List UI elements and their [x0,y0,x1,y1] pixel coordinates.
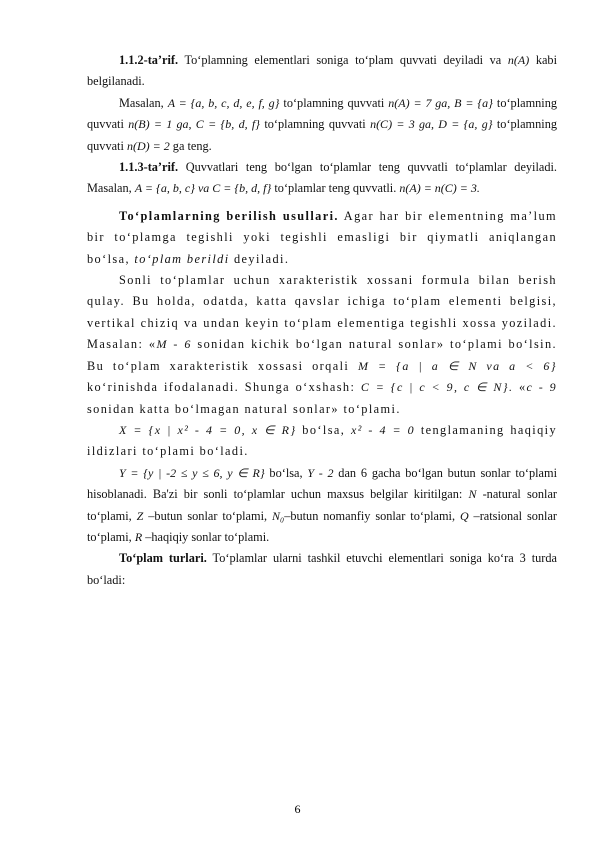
text: –butun nomanfiy sonlar to‘plami, [284,508,460,523]
formula: A = {a, b, c, d, e, f, g} [167,95,280,110]
set-definition-methods-paragraph [87,206,557,270]
text: Masalan, [119,95,168,110]
text: Agar har bir elementning ma’lum bir to‘plamga tegishli yoki tegishli emasligi bir qiymatli aniqlangan bo‘lsa, [87,208,557,266]
page-number: 6 [294,802,301,816]
text: sonidan kichik bo‘lgan natural sonlar» to‘plami bo‘lsin. Bu to‘plam xarakteristik xossasi orqali [87,337,557,373]
text: sonidan katta bo‘lmagan natural sonlar» to‘plami. [87,401,401,416]
text: –ratsional sonlar to‘plami, [87,508,558,544]
text: kabi belgilanadi. [87,53,557,89]
text: ga teng. [169,138,212,153]
text: to‘plamning quvvati [87,95,558,132]
formula: A = {a, b, c} va C = {b, d, f} [134,181,272,196]
definition-1-1-2 [87,50,557,93]
text: -natural sonlar to‘plami, [87,487,557,523]
formula: N₀ [272,508,285,523]
formula: Y = {y | -2 ≤ y ≤ 6, y ∈ R} [119,465,265,480]
text: to‘plamlar teng quvvatli. [271,181,400,196]
section-heading: To‘plamlarning berilish usullari. [119,208,339,223]
text: Sonli to‘plamlar uchun xarakteristik xossani formula bilan berish qulay. Bu holda, odatda, katta qavslar ichiga to‘plam elementi belgisi, vertikal chiziq va undan keyin to‘plam elementiga tegishli xossa yoziladi. Masalan: « [87,273,557,352]
text: to‘plamning quvvati [87,117,557,153]
formula: n(A) = n(C) = 3. [399,181,480,196]
text: tenglamaning haqiqiy ildizlari to‘plami bo‘ladi. [87,422,557,459]
text: to‘plamning quvvati [259,117,371,132]
formula: Z [136,508,144,523]
formula: n(D) = 2 [126,138,170,153]
set-types-paragraph [87,548,557,591]
formula: Y - 2 [307,465,334,480]
formula: C = {c | c < 9, c ∈ N}. [360,380,514,395]
formula: n(A) [507,53,530,67]
numeric-sets-paragraph [87,270,557,420]
formula: N [468,487,477,502]
formula: M = {a | a ∈ N va a < 6} [357,358,557,373]
text: dan 6 gacha bo‘lgan butun sonlar to‘plami hisoblanadi. Ba'zi bir sonli to‘plamlar uchun maxsus belgilar kiritilgan: [87,465,557,502]
text: bo‘lsa, [296,422,351,437]
definition-label: 1.1.2-ta’rif. [119,53,179,67]
text: to‘plamning quvvati [279,95,389,110]
formula: M - 6 [156,337,192,352]
italic-term: to‘plam berildi [134,251,230,266]
formula: x² - 4 = 0 [350,422,416,437]
text: « [513,380,527,395]
formula: R [134,529,143,544]
formula: n(B) = 1 ga, C = {b, d, f} [128,117,260,132]
example-cardinality-paragraph [87,93,557,157]
text: bo‘lsa, [264,465,308,480]
text: ko‘rinishda ifodalanadi. Shunga o‘xshash: [87,380,361,395]
text: –haqiqiy sonlar to‘plami. [142,529,270,544]
set-y-paragraph [87,463,557,549]
formula: n(A) = 7 ga, B = {a} [388,95,493,110]
text: deyiladi. [229,251,290,266]
section-heading: To‘plam turlari. [119,551,207,566]
text: To‘plamlar ularni tashkil etuvchi elementlari soniga ko‘ra 3 turda bo‘ladi: [87,551,557,587]
formula: n(C) = 3 ga, D = {a, g} [370,117,493,132]
text: To‘plamning elementlari soniga to‘plam quvvati deyiladi va [178,53,508,67]
text: Quvvatlari teng bo‘lgan to‘plamlar teng quvvatli to‘plamlar deyiladi. Masalan, [87,160,557,196]
set-x-paragraph [87,420,557,463]
text: –butun sonlar to‘plami, [143,508,272,523]
formula: c - 9 [526,380,557,395]
definition-1-1-3 [87,157,557,200]
definition-label: 1.1.3-ta’rif. [119,160,179,175]
formula: Q [459,508,469,523]
formula: X = {x | x² - 4 = 0, x ∈ R} [119,422,297,437]
